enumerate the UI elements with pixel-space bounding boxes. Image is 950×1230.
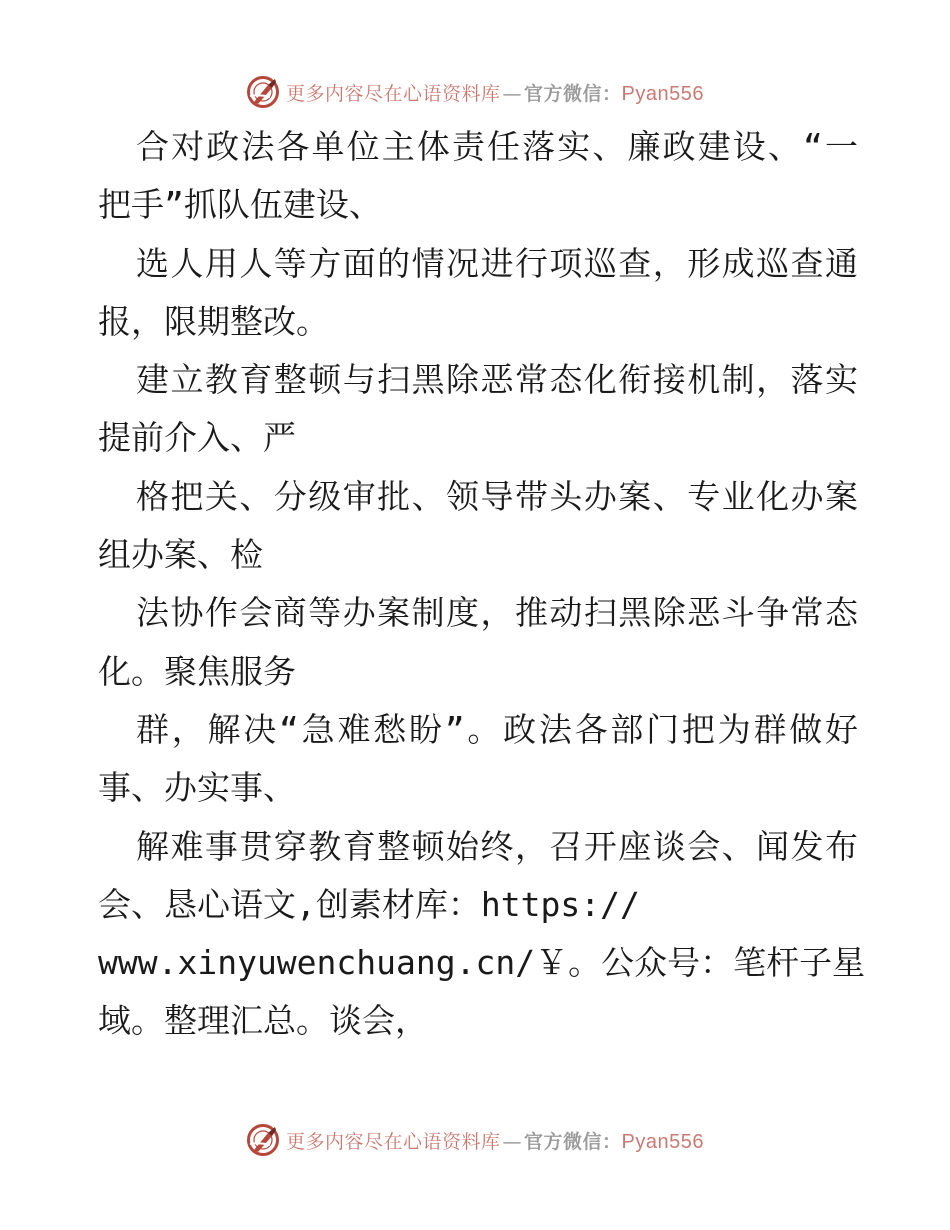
- text-line: 报，限期整改。: [98, 301, 329, 341]
- banner-separator: —: [502, 1130, 523, 1153]
- pen-logo-icon: [246, 1123, 280, 1157]
- banner-wechat-label: 官方微信：: [524, 1130, 622, 1153]
- text-line: 会、恳心语文,创素材库：https://: [98, 884, 640, 924]
- banner-wechat-id: Pyan556: [621, 82, 704, 105]
- banner-site-text: 更多内容尽在心语资料库: [286, 82, 501, 105]
- banner-wechat-label: 官方微信：: [524, 82, 622, 105]
- text-line: www.xinyuwenchuang.cn/￥。公众号：笔杆子星: [98, 943, 866, 983]
- text-line: 化。聚焦服务: [98, 651, 296, 691]
- text-line: 格把关、分级审批、领导带头办案、专业化办案: [136, 476, 858, 516]
- text-line: 组办案、检: [98, 535, 263, 575]
- banner-text: [286, 79, 704, 106]
- text-line: 域。整理汇总。谈会，: [98, 1001, 428, 1041]
- text-line: 提前介入、严: [98, 418, 296, 458]
- text-line: 群，解决“急难愁盼”。政法各部门把为群做好: [136, 709, 858, 749]
- text-line: 解难事贯穿教育整顿始终，召开座谈会、闻发布: [136, 826, 858, 866]
- banner-separator: —: [502, 82, 523, 105]
- text-line: 建立教育整顿与扫黑除恶常态化衔接机制，落实: [136, 360, 858, 400]
- banner-text: [286, 1127, 704, 1154]
- header-banner: [0, 72, 950, 112]
- pen-logo-icon: [246, 75, 280, 109]
- text-line: 法协作会商等办案制度，推动扫黑除恶斗争常态: [136, 593, 858, 633]
- text-line: 选人用人等方面的情况进行项巡查，形成巡查通: [136, 243, 858, 283]
- banner-site-text: 更多内容尽在心语资料库: [286, 1130, 501, 1153]
- document-body: [98, 118, 866, 1051]
- footer-banner: [0, 1120, 950, 1160]
- text-line: 事、办实事、: [98, 768, 296, 808]
- text-line: 合对政法各单位主体责任落实、廉政建设、“一: [136, 127, 858, 166]
- banner-wechat-id: Pyan556: [621, 1130, 704, 1153]
- text-line: 把手”抓队伍建设、: [98, 185, 382, 225]
